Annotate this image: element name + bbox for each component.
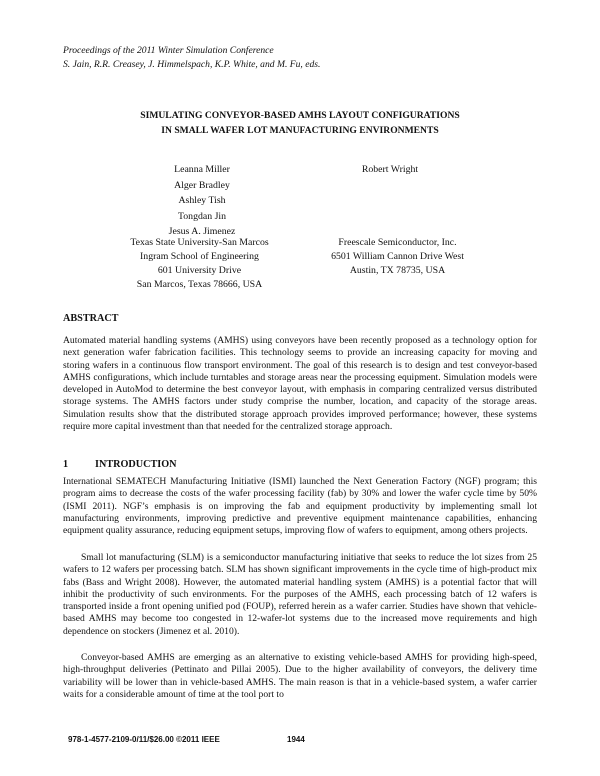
- authors-left: [112, 162, 292, 240]
- author-name: Alger Bradley: [174, 179, 230, 191]
- footer-isbn: 978-1-4577-2109-0/11/$26.00 ©2011 IEEE: [68, 735, 220, 744]
- introduction-paragraph: Conveyor-based AMHS are emerging as an alternative to existing vehicle-based AMHS for providing high-speed, high-throughput deliveries (Pettinato and Pillai 2005). Due to the higher availability of conveyors, the delivery time variability will be lower than in vehicle-based AMHS. The main reason is that in a vehicle-based system, a wafer carrier waits for a considerable amount of time at the tool port to: [63, 652, 537, 700]
- author-name: Tongdan Jin: [177, 210, 227, 222]
- affiliation-line: Austin, TX 78735, USA: [349, 265, 446, 276]
- author-name: Leanna Miller: [174, 164, 230, 175]
- proceedings-header: [63, 44, 320, 72]
- abstract-heading: ABSTRACT: [63, 313, 119, 324]
- paper-title-line-1: SIMULATING CONVEYOR-BASED AMHS LAYOUT CONFIGURATIONS: [140, 110, 460, 121]
- paper-title: [0, 109, 600, 138]
- affiliation-line: Ingram School of Engineering: [140, 251, 259, 262]
- affiliation-line: Texas State University-San Marcos: [130, 237, 269, 248]
- affiliation-line: 6501 William Cannon Drive West: [331, 251, 464, 262]
- authors-right: [325, 162, 455, 178]
- page-number: 1944: [287, 735, 305, 744]
- introduction-paragraph: International SEMATECH Manufacturing Initiative (ISMI) launched the Next Generation Factory (NGF) program; this program aims to decrease the costs of the wafer processing facility (fab) by 30% and lower the wafer cycle time by 50% (ISMI 2011). NGF’s emphasis is on improving the fab and equipment productivity by implementing small lot manufacturing environments, improving predictive and preventive equipment maintenance capabilities, enhancing equipment quality assurance, reducing equipment setups, improving flow of wafers to equipment, among others projects.: [63, 476, 537, 537]
- abstract-text: Automated material handling systems (AMHS) using conveyors have been recently proposed as a technology option for next generation wafer fabrication facilities. This technology seems to provide an increasing capacity for moving and storing wafers in a continuous flow transport environment. The goal of this research is to design and test conveyor-based AMHS configurations, which include turntables and storage areas near the processing equipment. Simulation models were developed in AutoMod to determine the best conveyor layout, with emphasis in comparing centralized versus distributed storage systems. The AMHS factors under study comprise the number, location, and capacity of the storage areas. Simulation results show that the distributed storage approach provides improved performance; however, these systems require more capital investment than that needed for the centralized storage approach.: [63, 335, 537, 433]
- author-name: Jesus A. Jimenez: [168, 226, 236, 237]
- section-number: 1: [63, 459, 69, 470]
- proceedings-title: Proceedings of the 2011 Winter Simulation Conference: [63, 45, 274, 56]
- proceedings-editors: S. Jain, R.R. Creasey, J. Himmelspach, K.P. White, and M. Fu, eds.: [63, 59, 321, 70]
- section-title: INTRODUCTION: [95, 459, 177, 470]
- affiliation-line: San Marcos, Texas 78666, USA: [136, 279, 263, 290]
- affiliation-left: [102, 236, 297, 292]
- author-name: Ashley Tish: [178, 195, 226, 206]
- introduction-paragraph: Small lot manufacturing (SLM) is a semiconductor manufacturing initiative that seeks to reduce the lot sizes from 25 wafers to 12 wafers per processing batch. SLM has shown significant improvements in the cycle time of high-product mix fabs (Bass and Wright 2008). However, the automated material handling system (AMHS) is a potential factor that will inhibit the productivity of such environments. For the purposes of the AMHS, each processing batch of 12 wafers is transported inside a front opening unified pod (FOUP), referred herein as a wafer carrier. Studies have shown that vehicle-based AMHS may become too congested in 12-wafer-lot systems due to the increased move requirements and high dependence on stockers (Jimenez et al. 2010).: [63, 552, 537, 637]
- paper-title-line-2: IN SMALL WAFER LOT MANUFACTURING ENVIRONMENTS: [161, 124, 439, 136]
- author-name: Robert Wright: [361, 164, 419, 175]
- introduction-heading: [63, 459, 177, 470]
- affiliation-line: 601 University Drive: [157, 265, 242, 276]
- affiliation-line: Freescale Semiconductor, Inc.: [338, 237, 457, 248]
- affiliation-right: [315, 236, 480, 278]
